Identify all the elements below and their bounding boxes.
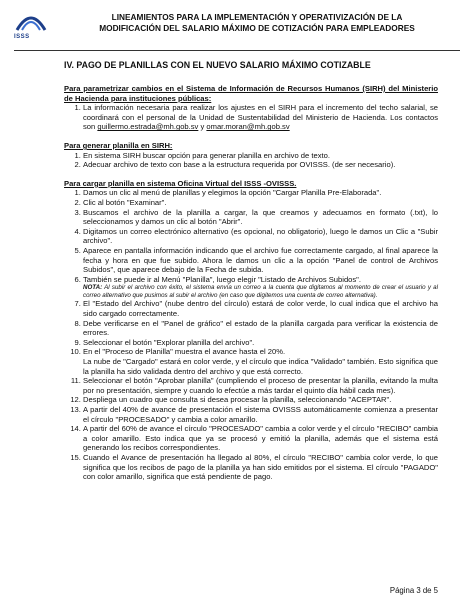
list-item: 8. Debe verificarse en el "Panel de gráfico" el estado de la planilla cargada para verificar la existencia de errores. (83, 319, 438, 338)
block3-list (64, 188, 438, 481)
page-number: Página 3 de 5 (389, 586, 438, 595)
document-title-line2: MODIFICACIÓN DEL SALARIO MÁXIMO DE COTIZACIÓN PARA EMPLEADORES (99, 22, 415, 33)
list-item: 9. Seleccionar el botón "Explorar planilla del archivo". (83, 338, 438, 348)
list-item: 10. En el "Proceso de Planilla" muestra el avance hasta el 20%. La nube de "Cargado" estará en color verde, y el círculo que indica "Validado" también. Esto significa que la planilla ha sido validada dentro del archivo y que está correcto. (83, 347, 438, 376)
email-link-omar[interactable]: omar.moran@mh.gob.sv (206, 122, 290, 132)
logo-text: ISSS (14, 34, 30, 40)
block1-list (64, 103, 438, 132)
list-item: 11. Seleccionar el botón "Aprobar planilla" (cumpliendo el proceso de presentar la planilla, evitando la multa por no presentación, siempre y cuando lo efectúe a más tardar el quinto día hábil cada mes). (83, 376, 438, 395)
list-item: 7. El "Estado del Archivo" (nube dentro del círculo) estará de color verde, lo cual indica que el archivo ha sido cargado correctamente. (83, 299, 438, 318)
email-link-guillermo[interactable]: guillermo.estrada@mh.gob.sv (97, 122, 199, 132)
list-item: 2. Clic al botón "Examinar". (83, 198, 438, 208)
list-item: 1. Damos un clic al menú de planillas y elegimos la opción "Cargar Planilla Pre-Elaborada". (83, 188, 438, 198)
document-title (50, 12, 464, 33)
list-item: 15. Cuando el Avance de presentación ha llegado al 80%, el círculo "RECIBO" cambia color verde, lo que significa que los recibos de pago de la planilla ya han sido emitidos por el sistema. El círculo "PAGADO" con color amarillo, significa que está pendiente de pago. (83, 453, 438, 482)
block2-list (64, 151, 438, 170)
list-item: 2. Adecuar archivo de texto con base a la estructura requerida por OVISSS. (de ser necesario). (83, 160, 438, 170)
block3-heading: Para cargar planilla en sistema Oficina Virtual del ISSS -OVISSS. (64, 178, 297, 188)
isss-logo (14, 10, 48, 40)
note-text: Al subir el archivo con éxito, el sistema envía un correo a la cuenta que digitamos al momento de crear el usuario y al correo alternativo que pusimos al subir el archivo (en caso que digitemos una cuenta de correo alternativa). (83, 284, 438, 299)
list-item: 12. Despliega un cuadro que consulta si desea procesar la planilla, seleccionando "ACEPTAR". (83, 395, 438, 405)
section-title: IV. PAGO DE PLANILLAS CON EL NUEVO SALARIO MÁXIMO COTIZABLE (64, 60, 371, 70)
header-divider (14, 50, 460, 51)
block2-heading: Para generar planilla en SIRH: (64, 140, 173, 150)
block1-heading: Para parametrizar cambios en el Sistema de Información de Recursos Humanos (SIRH) del Ministerio de Hacienda para instituciones públicas: (64, 84, 438, 103)
document-title-line1: LINEAMIENTOS PARA LA IMPLEMENTACIÓN Y OPERATIVIZACIÓN DE LA (111, 12, 403, 22)
note-label: NOTA: (83, 284, 103, 292)
list-item: 6. También se puede ir al Menú "Planilla", luego elegir "Listado de Archivos Subidos". NOTA: Al subir el archivo con éxito, el sistema envía un correo a la cuenta que digitamos al momento de crear el usuario y al correo alternativo que pusimos al subir el archivo (en caso que digitemos una cuenta de correo alternativa). (83, 275, 438, 300)
list-item: 5. Aparece en pantalla información indicando que el archivo fue correctamente cargado, al final aparece la fecha y hora en que fue subido. Ahora le damos un clic a la opción "Panel de control de Archivos Subidos", que aparece debajo de la Fecha de subida. (83, 246, 438, 275)
note (83, 284, 438, 299)
list-item: 1. La información necesaria para realizar los ajustes en el SIRH para el incremento del techo salarial, se coordinará con el personal de la Unidad de Sustentabilidad del Ministerio de Hacienda. Los contactos son guillermo.estrada@mh.gob.sv y omar.moran@mh.gob.sv (83, 103, 438, 132)
list-item: 13. A partir del 40% de avance de presentación el sistema OVISSS automáticamente comienza a presentar el círculo "PROCESADO" y cambia a color amarillo. (83, 405, 438, 424)
page-header (14, 6, 466, 50)
list-item: 1. En sistema SIRH buscar opción para generar planilla en archivo de texto. (83, 151, 438, 161)
list-item: 3. Buscamos el archivo de la planilla a cargar, la que creamos y adecuamos en formato (.txt), lo seleccionamos y damos un clic al botón "Abrir". (83, 208, 438, 227)
document-body (64, 84, 438, 482)
list-item: 14. A partir del 60% de avance el círculo "PROCESADO" cambia a color verde y el círculo "RECIBO" cambia a color amarillo. Esto indica que ya se procesó y emitió la planilla, además que el sistema está generando los recibos correspondientes. (83, 424, 438, 453)
list-item: 4. Digitamos un correo electrónico alternativo (es opcional, no obligatorio), luego le damos un Clic a "Subir archivo". (83, 227, 438, 246)
